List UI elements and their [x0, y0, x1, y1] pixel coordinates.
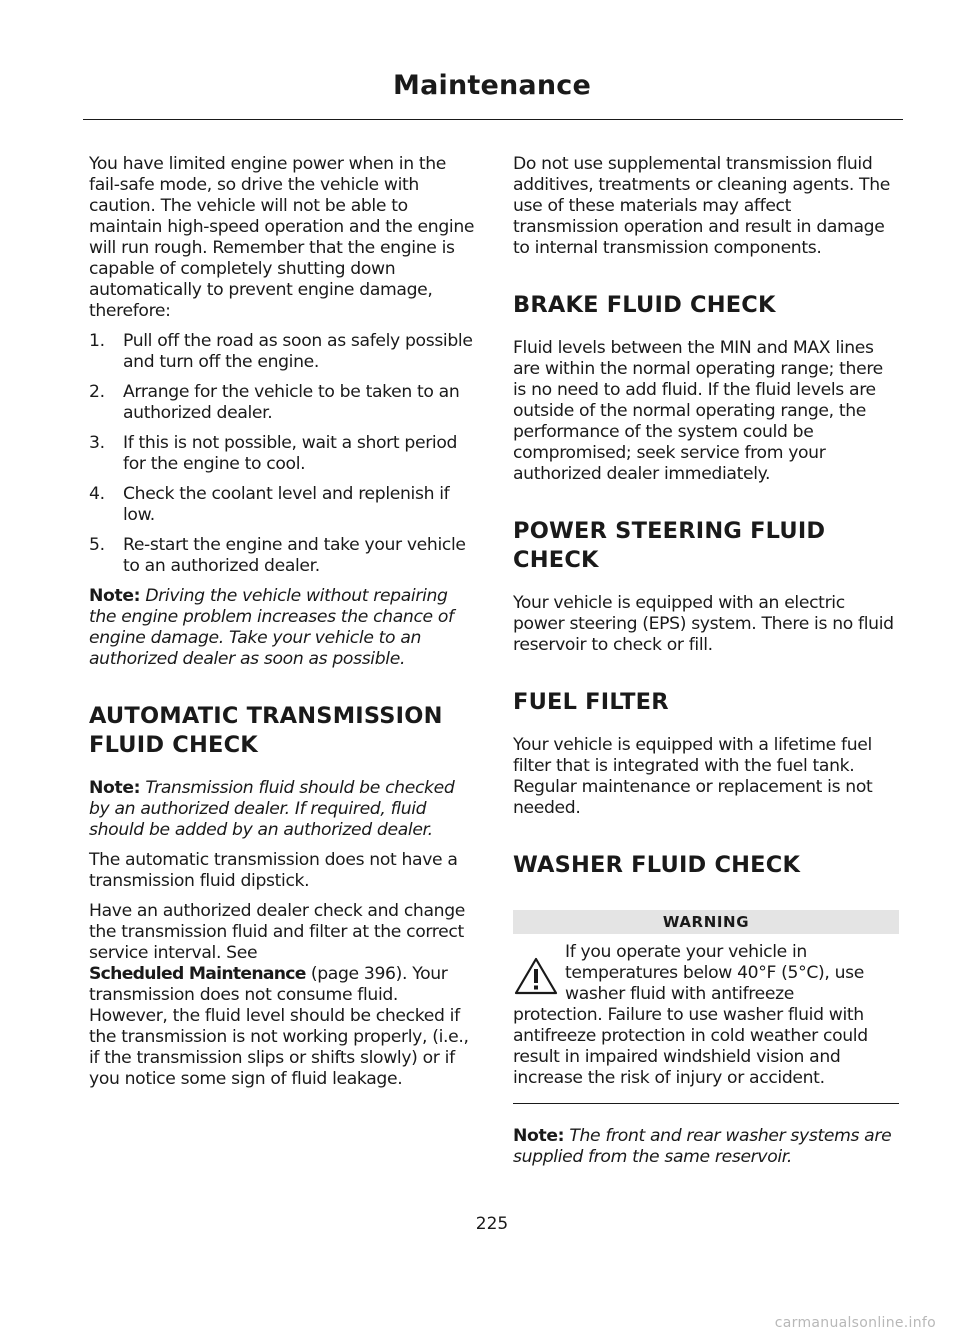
section-heading-power-steering: [513, 517, 899, 575]
note-text: The front and rear washer systems are supplied from the same reservoir.: [513, 1126, 892, 1167]
page-number: 225: [475, 1214, 509, 1234]
section-heading-washer: WASHER FLUID CHECK: [513, 852, 801, 878]
watermark: carmanualsonline.info: [774, 1315, 936, 1331]
list-item-text: Pull off the road as soon as safely possible and turn off the engine.: [123, 331, 473, 372]
note-text: Driving the vehicle without repairing the engine problem increases the chance of engine damage. Take your vehicle to an authorized dealer as soon as possible.: [89, 586, 454, 669]
note-washer-reservoir: [513, 1126, 899, 1168]
list-item-number: 2.: [89, 382, 105, 402]
atf-no-dipstick: The automatic transmission does not have a transmission fluid dipstick.: [89, 850, 458, 891]
power-steering-text: Your vehicle is equipped with an electric power steering (EPS) system. There is no fluid reservoir to check or fill.: [513, 593, 894, 655]
warning-text-line: washer fluid with antifreeze: [565, 984, 794, 1004]
additives-paragraph: Do not use supplemental transmission fluid additives, treatments or cleaning agents. The use of these materials may affect transmission operation and result in damage to internal transmission components.: [513, 154, 890, 258]
list-item-text: If this is not possible, wait a short period for the engine to cool.: [123, 433, 458, 474]
note-label: Note:: [513, 1126, 565, 1146]
list-item-text: Re-start the engine and take your vehicle to an authorized dealer.: [123, 535, 466, 576]
failsafe-steps: [89, 331, 475, 577]
list-item-number: 3.: [89, 433, 105, 453]
warning-text-rest: protection. Failure to use washer fluid with antifreeze protection in cold weather could result in impaired windshield vision and increase the risk of injury or accident.: [513, 1005, 868, 1088]
list-item-text: Check the coolant level and replenish if low.: [123, 484, 450, 525]
atf-service-paragraph: [89, 901, 475, 1090]
heading-line: CHECK: [513, 547, 599, 573]
warning-text-line: If you operate your vehicle in: [565, 942, 807, 962]
note-atf-dealer: [89, 778, 475, 841]
note-label: Note:: [89, 778, 141, 798]
note-label: Note:: [89, 586, 141, 606]
list-item-number: 1.: [89, 331, 105, 351]
list-item-text: Arrange for the vehicle to be taken to an authorized dealer.: [123, 382, 460, 423]
warning-text-line: temperatures below 40°F (5°C), use: [565, 963, 864, 983]
note-text: Transmission fluid should be checked by an authorized dealer. If required, fluid should be added by an authorized dealer.: [89, 778, 455, 840]
section-heading-brake: BRAKE FLUID CHECK: [513, 292, 776, 318]
paragraph-text: Have an authorized dealer check and change the transmission fluid and filter at the correct service interval. See: [89, 901, 465, 963]
page-title: Maintenance: [393, 70, 591, 101]
warning-box: [513, 942, 899, 1089]
list-item-number: 5.: [89, 535, 105, 555]
list-item: [89, 535, 475, 577]
list-item: [89, 433, 475, 475]
scheduled-maintenance-link[interactable]: Scheduled Maintenance: [89, 964, 306, 984]
list-item: [89, 331, 475, 373]
warning-banner: WARNING: [513, 910, 899, 934]
list-item: [89, 382, 475, 424]
failsafe-intro: You have limited engine power when in the fail-safe mode, so drive the vehicle with caution. The vehicle will not be able to maintain high-speed operation and the engine will run rough. Remember that the engine is capable of completely shutting down automatically to prevent engine damage, therefore:: [89, 154, 475, 321]
heading-line: AUTOMATIC TRANSMISSION: [89, 703, 443, 729]
fuel-filter-text: Your vehicle is equipped with a lifetime fuel filter that is integrated with the fuel tank. Regular maintenance or replacement is not needed.: [513, 735, 873, 818]
header-divider: [83, 119, 903, 120]
warning-end-divider: [513, 1103, 899, 1104]
heading-line: POWER STEERING FLUID: [513, 518, 826, 544]
heading-line: FLUID CHECK: [89, 732, 258, 758]
warning-triangle-icon: [513, 956, 559, 996]
list-item-number: 4.: [89, 484, 105, 504]
left-column: [89, 154, 475, 1099]
brake-fluid-text: Fluid levels between the MIN and MAX lines are within the normal operating range; there is no need to add fluid. If the fluid levels are outside of the normal operating range, the performance of the system could be compromised; seek service from your authorized dealer immediately.: [513, 338, 883, 484]
note-engine-damage: [89, 586, 475, 670]
section-heading-atf: [89, 702, 475, 760]
right-column: [513, 154, 899, 1177]
list-item: [89, 484, 475, 526]
section-heading-fuel-filter: FUEL FILTER: [513, 689, 669, 715]
paragraph-text: (page 396). Your transmission does not consume fluid. However, the fluid level should be checked if the transmission is not working properly, (i.e., if the transmission slips or shifts slowly) or if you notice some sign of fluid leakage.: [89, 964, 469, 1089]
